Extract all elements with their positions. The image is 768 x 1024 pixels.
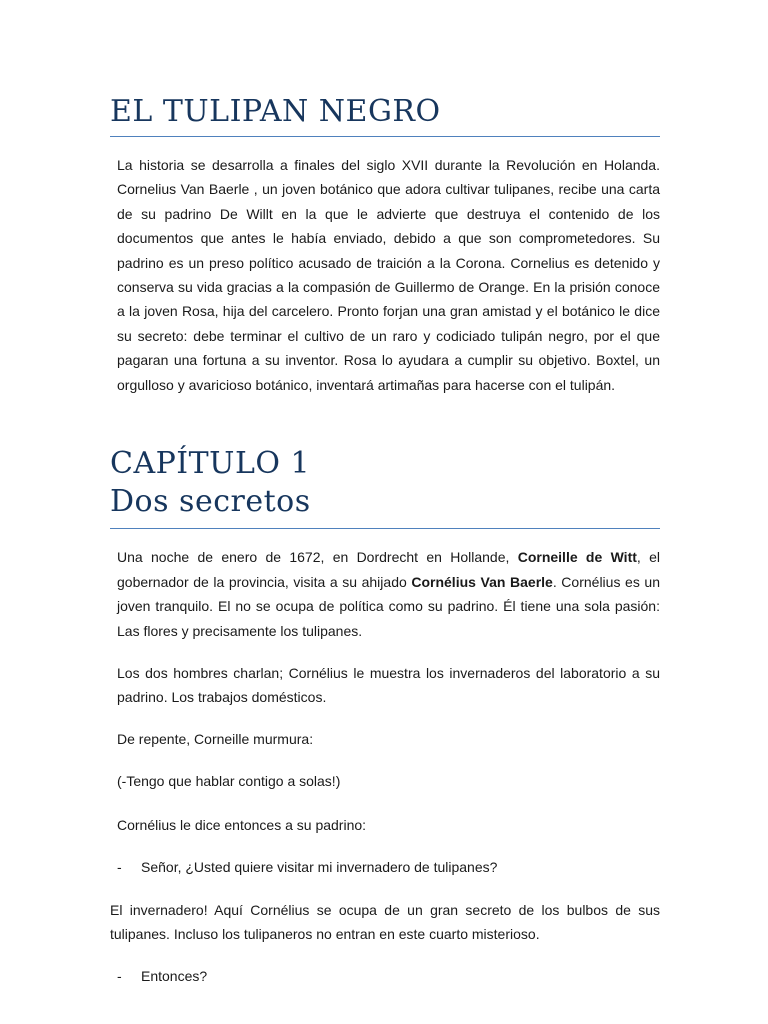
title-divider (110, 136, 660, 137)
chapter-title: Dos secretos (110, 484, 311, 519)
chapter-divider (110, 528, 660, 529)
p1-name-cornelius: Cornélius Van Baerle (411, 573, 553, 590)
p1-text-c: , el gobernador de la provincia, visita a su ahijado (117, 549, 660, 590)
paragraph-5: Cornélius le dice entonces a su padrino: (117, 817, 367, 833)
p1-name-corneille: Corneille de Witt (517, 549, 637, 565)
chapter-heading (110, 445, 311, 521)
p1-text-a: Una noche de enero de 1672, en Dordrecht en Hollande, (117, 549, 518, 565)
bullet-text: Señor, ¿Usted quiere visitar mi invernadero de tulipanes? (141, 859, 498, 875)
paragraph-4: (-Tengo que hablar contigo a solas!) (117, 773, 341, 789)
intro-paragraph: La historia se desarrolla a finales del siglo XVII durante la Revolución en Holanda. Cornelius Van Baerle , un joven botánico que adora cultivar tulipanes, recibe una carta de su padrino De Willt en la que le advierte que destruya el contenido de los documentos que antes le había enviado, debido a que son comprometedores. Su padrino es un preso político acusado de traición a la Corona. Cornelius es detenido y conserva su vida gracias a la compasión de Guillermo de Orange. En la prisión conoce a la joven Rosa, hija del carcelero. Pronto forjan una gran amistad y el botánico le dice su secreto: debe terminar el cultivo de un raro y codiciado tulipán negro, por el que pagaran una fortuna a su inventor. Rosa lo ayudara a cumplir su objetivo. Boxtel, un orgulloso y avaricioso botánico, inventará artimañas para hacerse con el tulipán. (117, 157, 660, 393)
paragraph-3: De repente, Corneille murmura: (117, 731, 314, 747)
document-title: EL TULIPAN NEGRO (110, 94, 441, 129)
p1-text-e: . Cornélius es un joven tranquilo. El no se ocupa de política como su padrino. Él tiene una sola pasión: Las flores y precisamente los tulipanes. (117, 573, 660, 639)
paragraph-7: El invernadero! Aquí Cornélius se ocupa de un gran secreto de los bulbos de sus tulipanes. Incluso los tulipaneros no entran en este cuarto misterioso. (110, 902, 660, 943)
dialogue-bullet-2 (117, 964, 207, 988)
bullet-text: Entonces? (141, 968, 208, 984)
bullet-dash: - (117, 859, 122, 875)
dialogue-bullet-1 (117, 855, 497, 879)
bullet-dash: - (117, 968, 122, 984)
paragraph-1 (117, 545, 660, 643)
chapter-number: CAPÍTULO 1 (110, 446, 311, 481)
paragraph-2: Los dos hombres charlan; Cornélius le muestra los invernaderos del laboratorio a su padrino. Los trabajos domésticos. (117, 665, 660, 706)
